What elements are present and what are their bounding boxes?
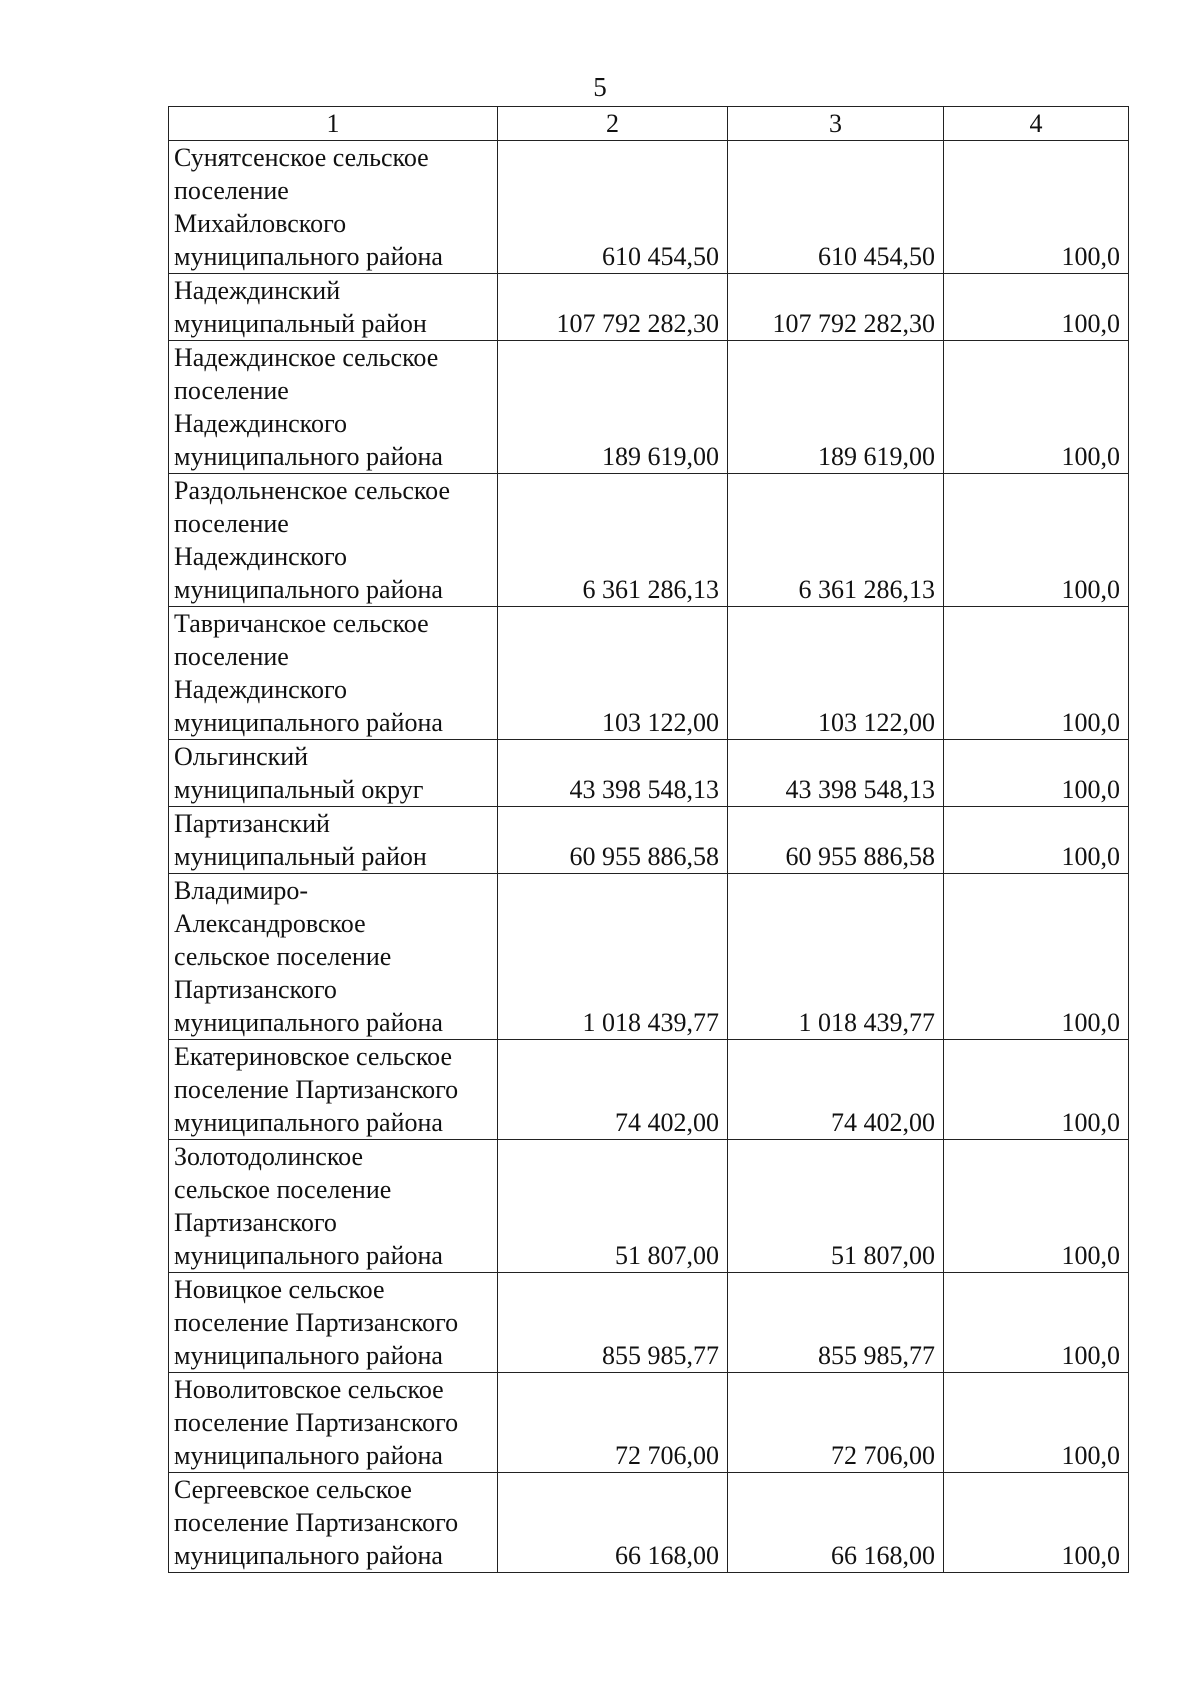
amount-cell-col3: 610 454,50 [728,141,944,274]
municipality-name-cell: Сергеевское сельское поселение Партизанского муниципального района [169,1473,498,1573]
table-row [169,274,1129,341]
table-row [169,1273,1129,1373]
table-row [169,607,1129,740]
column-header-1: 1 [169,107,498,141]
amount-cell-col3: 66 168,00 [728,1473,944,1573]
table-body [169,141,1129,1573]
amount-cell-col2: 74 402,00 [498,1040,728,1140]
amount-cell-col2: 107 792 282,30 [498,274,728,341]
table-row [169,341,1129,474]
percent-cell: 100,0 [944,274,1129,341]
amount-cell-col2: 189 619,00 [498,341,728,474]
column-header-4: 4 [944,107,1129,141]
table-row [169,474,1129,607]
amount-cell-col2: 855 985,77 [498,1273,728,1373]
municipality-name-cell: Надеждинский муниципальный район [169,274,498,341]
municipality-name-cell: Новолитовское сельское поселение Партизанского муниципального района [169,1373,498,1473]
percent-cell: 100,0 [944,1473,1129,1573]
amount-cell-col2: 60 955 886,58 [498,807,728,874]
municipality-name-cell: Партизанский муниципальный район [169,807,498,874]
table-row [169,1373,1129,1473]
percent-cell: 100,0 [944,1373,1129,1473]
municipality-name-cell: Новицкое сельское поселение Партизанского муниципального района [169,1273,498,1373]
municipality-name-cell: Сунятсенское сельское поселение Михайловского муниципального района [169,141,498,274]
amount-cell-col3: 1 018 439,77 [728,874,944,1040]
table-row [169,740,1129,807]
percent-cell: 100,0 [944,1273,1129,1373]
amount-cell-col3: 74 402,00 [728,1040,944,1140]
percent-cell: 100,0 [944,341,1129,474]
amount-cell-col2: 1 018 439,77 [498,874,728,1040]
table-row [169,1040,1129,1140]
table-row [169,874,1129,1040]
table-row [169,1140,1129,1273]
municipality-name-cell: Екатериновское сельское поселение Партизанского муниципального района [169,1040,498,1140]
amount-cell-col2: 51 807,00 [498,1140,728,1273]
amount-cell-col2: 66 168,00 [498,1473,728,1573]
amount-cell-col3: 855 985,77 [728,1273,944,1373]
percent-cell: 100,0 [944,874,1129,1040]
percent-cell: 100,0 [944,474,1129,607]
amount-cell-col2: 6 361 286,13 [498,474,728,607]
municipality-name-cell: Владимиро- Александровское сельское поселение Партизанского муниципального района [169,874,498,1040]
percent-cell: 100,0 [944,807,1129,874]
amount-cell-col2: 103 122,00 [498,607,728,740]
page-number: 5 [593,72,607,102]
percent-cell: 100,0 [944,1140,1129,1273]
table-row [169,807,1129,874]
column-header-3: 3 [728,107,944,141]
municipality-name-cell: Надеждинское сельское поселение Надеждинского муниципального района [169,341,498,474]
amount-cell-col3: 6 361 286,13 [728,474,944,607]
municipality-name-cell: Раздольненское сельское поселение Надеждинского муниципального района [169,474,498,607]
municipality-name-cell: Золотодолинское сельское поселение Партизанского муниципального района [169,1140,498,1273]
table-row [169,1473,1129,1573]
header-row [169,107,1129,141]
amount-cell-col2: 610 454,50 [498,141,728,274]
amount-cell-col2: 43 398 548,13 [498,740,728,807]
amount-cell-col3: 60 955 886,58 [728,807,944,874]
amount-cell-col3: 51 807,00 [728,1140,944,1273]
amount-cell-col3: 72 706,00 [728,1373,944,1473]
table-row [169,141,1129,274]
amount-cell-col3: 43 398 548,13 [728,740,944,807]
percent-cell: 100,0 [944,141,1129,274]
column-header-2: 2 [498,107,728,141]
percent-cell: 100,0 [944,1040,1129,1140]
percent-cell: 100,0 [944,607,1129,740]
municipality-name-cell: Ольгинский муниципальный округ [169,740,498,807]
amount-cell-col3: 103 122,00 [728,607,944,740]
amount-cell-col2: 72 706,00 [498,1373,728,1473]
municipality-name-cell: Тавричанское сельское поселение Надеждинского муниципального района [169,607,498,740]
table-header [169,107,1129,141]
amount-cell-col3: 107 792 282,30 [728,274,944,341]
percent-cell: 100,0 [944,740,1129,807]
amount-cell-col3: 189 619,00 [728,341,944,474]
budget-table [168,106,1129,1573]
